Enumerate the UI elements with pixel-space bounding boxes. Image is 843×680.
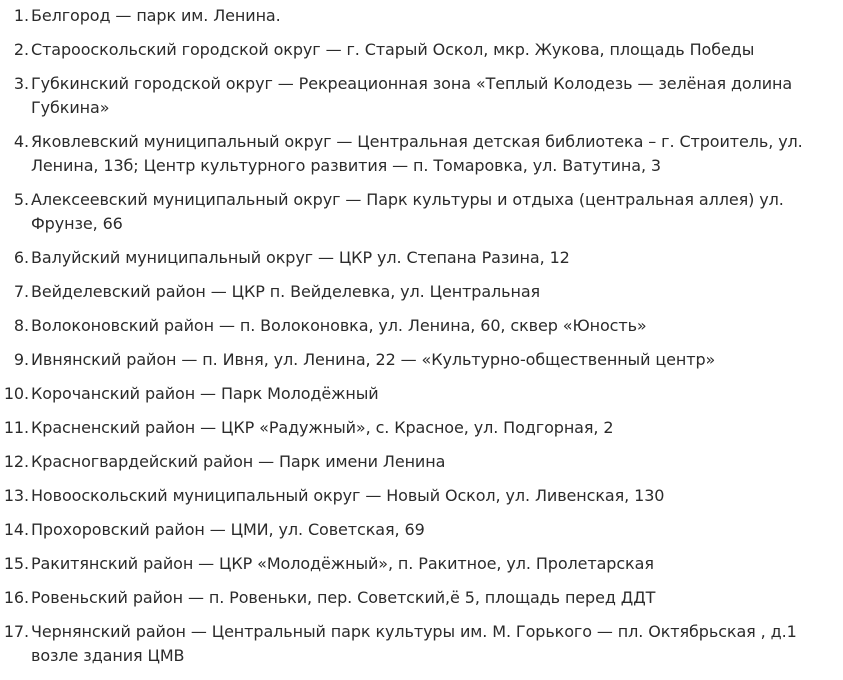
item-text: Ракитянский район — ЦКР «Молодёжный», п. Ракитное, ул. Пролетарская: [31, 554, 654, 573]
item-number: 4.: [13, 132, 29, 151]
list-item: [0, 552, 843, 576]
item-text: Вейделевский район — ЦКР п. Вейделевка, ул. Центральная: [31, 282, 541, 301]
item-number: 12.: [3, 452, 29, 471]
item-number: 16.: [3, 588, 29, 607]
item-number: 14.: [3, 520, 29, 539]
list-item: [0, 38, 843, 62]
item-number: 10.: [3, 384, 29, 403]
item-number: 9.: [13, 350, 29, 369]
item-text: Красненский район — ЦКР «Радужный», с. Красное, ул. Подгорная, 2: [31, 418, 614, 437]
list-item: [0, 4, 843, 28]
item-text: Старооскольский городской округ — г. Старый Оскол, мкр. Жукова, площадь Победы: [31, 40, 755, 59]
list-item: [0, 484, 843, 508]
item-number: 11.: [3, 418, 29, 437]
item-number: 8.: [13, 316, 29, 335]
item-number: 7.: [13, 282, 29, 301]
list-item: [0, 72, 843, 120]
item-text: Ивнянский район — п. Ивня, ул. Ленина, 22 — «Культурно-общественный центр»: [31, 350, 716, 369]
item-text: Волоконовский район — п. Волоконовка, ул. Ленина, 60, сквер «Юность»: [31, 316, 647, 335]
item-text: Корочанский район — Парк Молодёжный: [31, 384, 379, 403]
list-item: [0, 586, 843, 610]
item-text: Прохоровский район — ЦМИ, ул. Советская, 69: [31, 520, 425, 539]
list-item: [0, 130, 843, 178]
list-item: [0, 246, 843, 270]
item-number: 6.: [13, 248, 29, 267]
list-item: [0, 620, 843, 668]
item-text: Яковлевский муниципальный округ — Центральная детская библиотека – г. Строитель, ул. Ленина, 13б; Центр культурного развития — п. Томаровка, ул. Ватутина, 3: [31, 132, 803, 175]
list-item: [0, 382, 843, 406]
list-item: [0, 280, 843, 304]
list-item: [0, 450, 843, 474]
item-text: Алексеевский муниципальный округ — Парк культуры и отдыха (центральная аллея) ул. Фрунзе, 66: [31, 190, 784, 233]
item-text: Белгород — парк им. Ленина.: [31, 6, 281, 25]
list-item: [0, 416, 843, 440]
item-text: Губкинский городской округ — Рекреационная зона «Теплый Колодезь — зелёная долина Губкина»: [31, 74, 793, 117]
item-number: 15.: [3, 554, 29, 573]
list-item: [0, 188, 843, 236]
item-number: 5.: [13, 190, 29, 209]
item-number: 17.: [3, 622, 29, 641]
item-text: Красногвардейский район — Парк имени Ленина: [31, 452, 446, 471]
item-text: Ровеньский район — п. Ровеньки, пер. Советский,ё 5, площадь перед ДДТ: [31, 588, 656, 607]
list-item: [0, 518, 843, 542]
item-text: Новооскольский муниципальный округ — Новый Оскол, ул. Ливенская, 130: [31, 486, 665, 505]
item-text: Валуйский муниципальный округ — ЦКР ул. Степана Разина, 12: [31, 248, 570, 267]
item-number: 3.: [13, 74, 29, 93]
list-item: [0, 348, 843, 372]
location-list: [0, 4, 843, 668]
item-number: 2.: [13, 40, 29, 59]
item-number: 1.: [13, 6, 29, 25]
item-number: 13.: [3, 486, 29, 505]
item-text: Чернянский район — Центральный парк культуры им. М. Горького — пл. Октябрьская , д.1 возле здания ЦМВ: [31, 622, 797, 665]
list-item: [0, 314, 843, 338]
